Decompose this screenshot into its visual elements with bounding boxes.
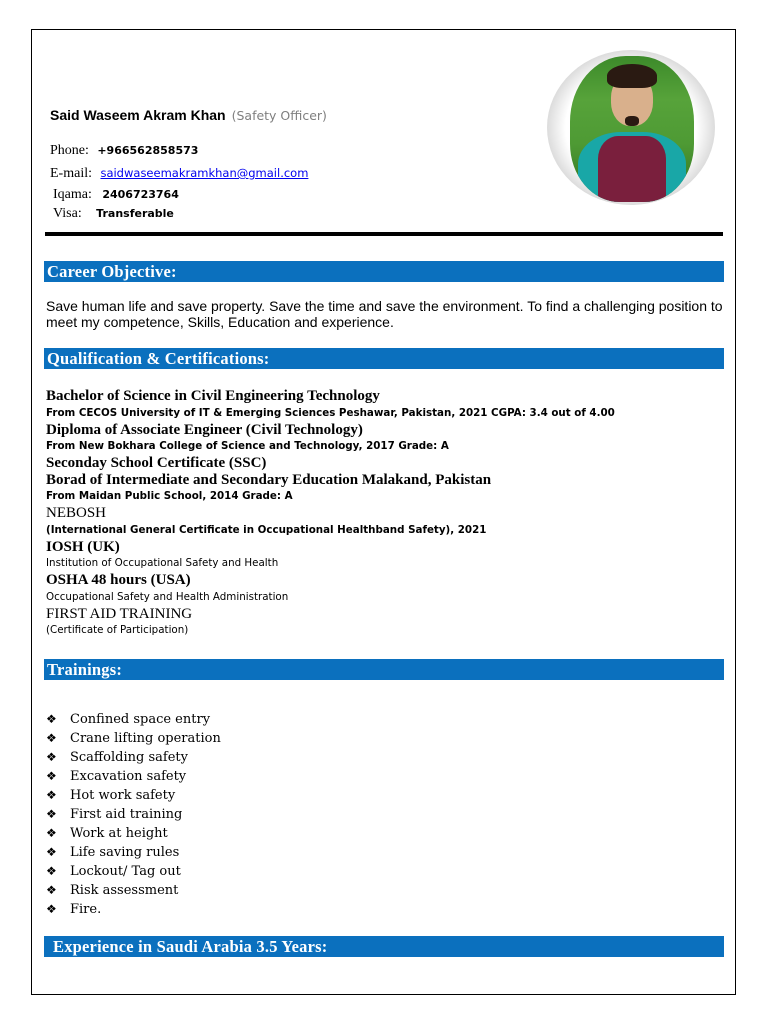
qualification-title: Borad of Intermediate and Secondary Education Malakand, Pakistan (46, 471, 492, 488)
qualification-detail: Occupational Safety and Health Administration (46, 590, 289, 603)
training-list (46, 710, 221, 919)
photo-vest (598, 136, 666, 202)
section-experience: Experience in Saudi Arabia 3.5 Years: (44, 936, 724, 957)
iqama-label: Iqama: (53, 187, 92, 202)
training-item (46, 767, 221, 786)
diamond-bullet-icon: ❖ (46, 902, 57, 916)
photo-hair (607, 64, 657, 88)
diamond-bullet-icon: ❖ (46, 750, 57, 764)
qualification-title: IOSH (UK) (46, 538, 120, 555)
diamond-bullet-icon: ❖ (46, 712, 57, 726)
section-qualifications: Qualification & Certifications: (44, 348, 724, 369)
training-label: Confined space entry (70, 712, 211, 727)
qualification-title: Seconday School Certificate (SSC) (46, 455, 267, 471)
training-label: Lockout/ Tag out (70, 864, 181, 879)
profile-photo (570, 56, 694, 202)
candidate-name: Said Waseem Akram Khan (50, 107, 226, 123)
training-item (46, 748, 221, 767)
training-item (46, 900, 221, 919)
qualification-title: NEBOSH (46, 505, 107, 521)
career-objective-text: Save human life and save property. Save the time and save the environment. To find a challenging position to meet my competence, Skills, Education and experience. (46, 298, 723, 330)
qualification-title: Bachelor of Science in Civil Engineering Technology (46, 388, 380, 404)
qualification-detail: From CECOS University of IT & Emerging Sciences Peshawar, Pakistan, 2021 CGPA: 3.4 out of 4.00 (46, 406, 615, 419)
qualification-title: FIRST AID TRAINING (46, 605, 193, 622)
iqama-row (53, 185, 179, 203)
phone-value: +966562858573 (97, 144, 199, 157)
diamond-bullet-icon: ❖ (46, 788, 57, 802)
visa-value: Transferable (96, 207, 174, 220)
training-label: Fire. (70, 902, 102, 917)
training-item (46, 862, 221, 881)
qualification-list (46, 388, 615, 639)
training-label: Hot work safety (70, 788, 176, 803)
qualification-detail: From Maidan Public School, 2014 Grade: A (46, 490, 293, 502)
training-item (46, 710, 221, 729)
training-label: Work at height (70, 826, 168, 841)
photo-beard (625, 116, 639, 126)
qualification-title: OSHA 48 hours (USA) (46, 572, 191, 588)
header-name-line (50, 107, 327, 123)
phone-label: Phone: (50, 143, 89, 158)
phone-row (50, 141, 198, 159)
diamond-bullet-icon: ❖ (46, 845, 57, 859)
training-item (46, 805, 221, 824)
visa-row (53, 204, 174, 222)
training-label: First aid training (70, 807, 183, 822)
qualification-title: Diploma of Associate Engineer (Civil Technology) (46, 421, 363, 438)
email-label: E-mail: (50, 166, 92, 181)
training-label: Scaffolding safety (70, 750, 188, 765)
training-label: Crane lifting operation (70, 731, 221, 746)
training-label: Excavation safety (70, 769, 187, 784)
diamond-bullet-icon: ❖ (46, 883, 57, 897)
diamond-bullet-icon: ❖ (46, 731, 57, 745)
diamond-bullet-icon: ❖ (46, 864, 57, 878)
qualification-detail: (International General Certificate in Occupational Healthband Safety), 2021 (46, 523, 487, 536)
visa-label: Visa: (53, 206, 82, 221)
section-career-objective: Career Objective: (44, 261, 724, 282)
training-item (46, 824, 221, 843)
diamond-bullet-icon: ❖ (46, 769, 57, 783)
candidate-role: (Safety Officer) (231, 108, 327, 123)
qualification-detail: From New Bokhara College of Science and Technology, 2017 Grade: A (46, 440, 449, 452)
diamond-bullet-icon: ❖ (46, 826, 57, 840)
training-label: Risk assessment (70, 883, 179, 898)
email-link[interactable]: saidwaseemakramkhan@gmail.com (100, 166, 309, 180)
training-item (46, 843, 221, 862)
header-divider (45, 232, 723, 236)
qualification-detail: Institution of Occupational Safety and Health (46, 557, 279, 569)
qualification-detail: (Certificate of Participation) (46, 624, 189, 636)
resume-page (31, 29, 736, 995)
diamond-bullet-icon: ❖ (46, 807, 57, 821)
training-item (46, 786, 221, 805)
training-item (46, 881, 221, 900)
iqama-value: 2406723764 (102, 188, 179, 201)
section-trainings: Trainings: (44, 659, 724, 680)
email-row (50, 164, 308, 182)
training-label: Life saving rules (70, 845, 180, 860)
training-item (46, 729, 221, 748)
